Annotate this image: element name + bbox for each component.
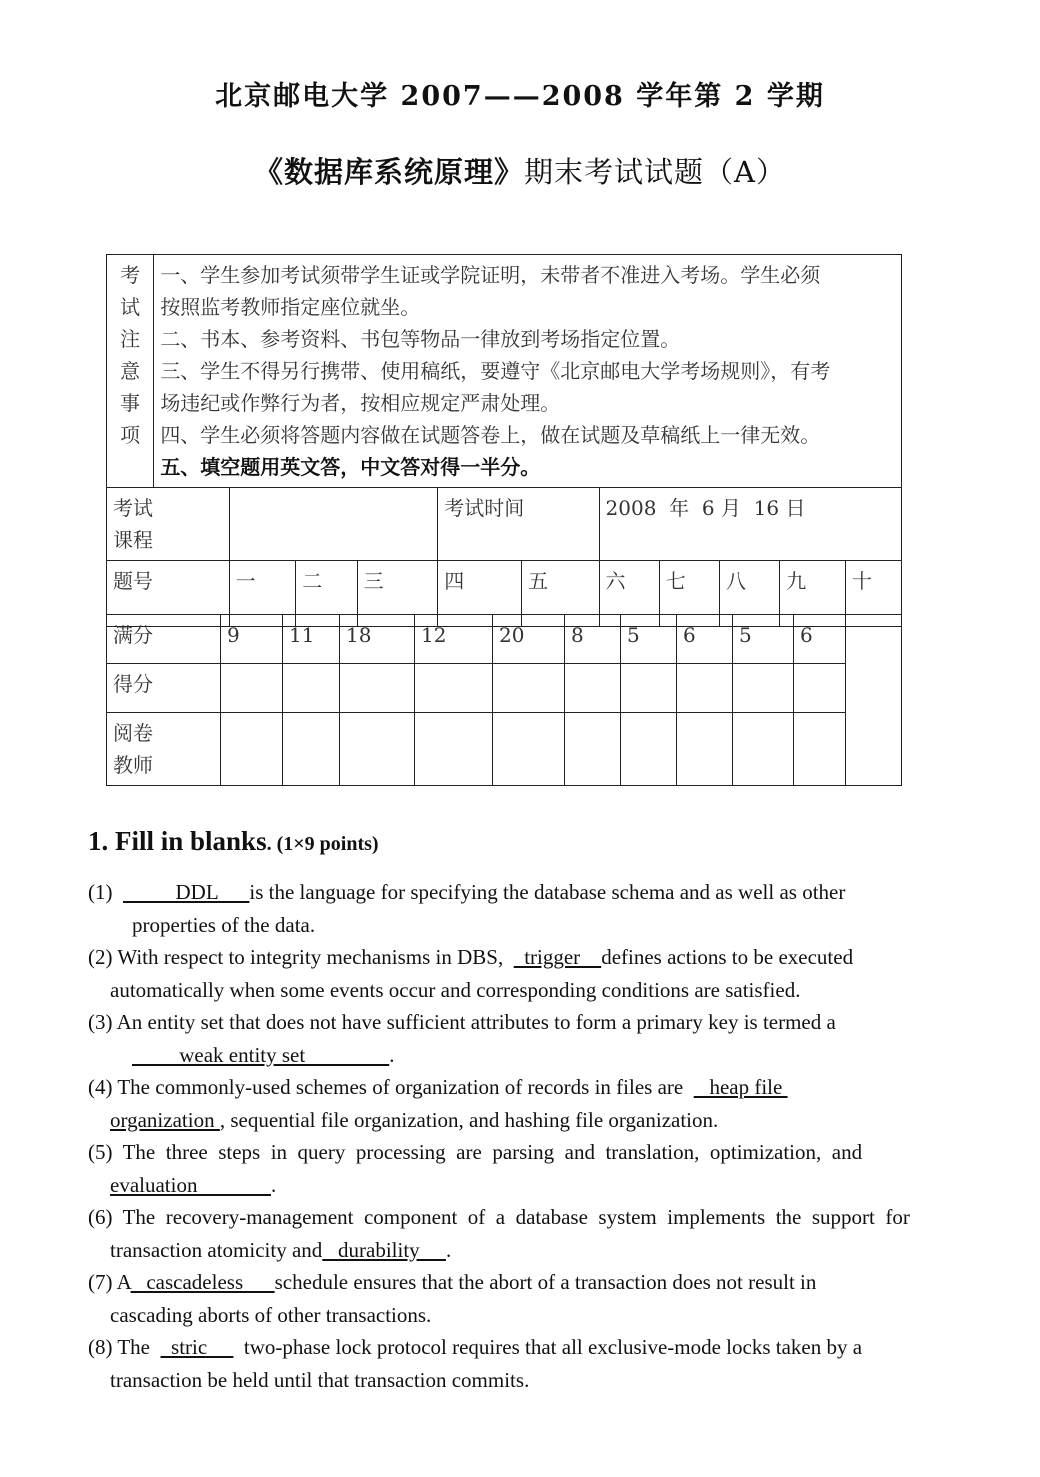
question-label: 题号 xyxy=(107,561,230,627)
notice-bold-line: 五、填空题用英文答，中文答对得一半分。 xyxy=(160,455,541,479)
score-blank[interactable] xyxy=(621,664,677,713)
grader-blank[interactable] xyxy=(415,713,493,786)
course-name: 《数据库系统原理》 xyxy=(254,155,525,189)
full-score-cell: 6 xyxy=(794,615,846,664)
full-score-cell: 20 xyxy=(493,615,565,664)
got-score-row xyxy=(107,664,902,713)
answer-blank: durability xyxy=(322,1237,446,1262)
question-5: (5) The three steps in query processing are parsing and translation, optimization, and evaluation . xyxy=(88,1140,863,1197)
answer-blank: trigger xyxy=(513,945,602,969)
answer-blank: stric xyxy=(160,1335,234,1359)
grader-blank[interactable] xyxy=(565,713,621,786)
exam-info-table xyxy=(106,254,902,627)
question-cell: 七 xyxy=(659,561,719,627)
full-score-cell: 8 xyxy=(565,615,621,664)
course-time-row xyxy=(107,488,902,561)
course-value xyxy=(229,488,438,561)
question-4: (4) The commonly-used schemes of organization of records in files are heap file organization , sequential file organization, and hashing file organization. xyxy=(88,1075,788,1132)
notice-line: 二、书本、参考资料、书包等物品一律放到考场指定位置。 xyxy=(160,327,681,351)
answer-blank: heap file xyxy=(693,1075,788,1099)
notice-line: 场违纪或作弊行为者，按相应规定严肃处理。 xyxy=(160,391,561,415)
course-label: 考试课程 xyxy=(107,488,230,561)
total-score-cell xyxy=(846,615,902,786)
question-6: (6) The recovery-management component of a database system implements the support for transaction atomicity and durability . xyxy=(88,1205,910,1262)
section-heading: 1. Fill in blanks. (1×9 points) xyxy=(88,826,379,856)
score-table xyxy=(106,614,902,786)
score-blank[interactable] xyxy=(677,664,733,713)
grader-row xyxy=(107,713,902,786)
grader-label: 阅卷教师 xyxy=(107,713,221,786)
notice-line: 四、学生必须将答题内容做在试题答卷上，做在试题及草稿纸上一律无效。 xyxy=(160,423,821,447)
question-cell: 一 xyxy=(229,561,296,627)
answer-blank: organization xyxy=(110,1107,220,1132)
question-8: (8) The stric two-phase lock protocol requires that all exclusive-mode locks taken by a transaction be held until that transaction commits. xyxy=(88,1335,863,1392)
question-cell: 八 xyxy=(719,561,779,627)
full-score-cell: 11 xyxy=(283,615,340,664)
score-blank[interactable] xyxy=(565,664,621,713)
score-blank[interactable] xyxy=(733,664,794,713)
question-3: (3) An entity set that does not have sufficient attributes to form a primary key is termed a weak entity set . xyxy=(88,1010,836,1067)
question-1: (1) DDL is the language for specifying the database schema and as well as other properties of the data. xyxy=(88,880,846,937)
grader-blank[interactable] xyxy=(621,713,677,786)
grader-blank[interactable] xyxy=(794,713,846,786)
notice-label: 考 试 注 意 事 项 xyxy=(107,255,154,488)
grader-blank[interactable] xyxy=(733,713,794,786)
score-blank[interactable] xyxy=(221,664,283,713)
grader-blank[interactable] xyxy=(493,713,565,786)
answer-blank: weak entity set xyxy=(132,1042,390,1067)
time-label: 考试时间 xyxy=(438,488,599,561)
question-cell: 二 xyxy=(296,561,357,627)
full-score-cell: 5 xyxy=(621,615,677,664)
notice-text xyxy=(154,255,902,488)
question-cell: 五 xyxy=(522,561,599,627)
fill-in-blanks-list xyxy=(88,876,920,1396)
score-blank[interactable] xyxy=(283,664,340,713)
got-score-label: 得分 xyxy=(107,664,221,713)
question-cell: 三 xyxy=(357,561,438,627)
full-score-label: 满分 xyxy=(107,615,221,664)
full-score-cell: 5 xyxy=(733,615,794,664)
grader-blank[interactable] xyxy=(677,713,733,786)
question-cell: 四 xyxy=(438,561,522,627)
full-score-cell: 6 xyxy=(677,615,733,664)
score-blank[interactable] xyxy=(340,664,415,713)
full-score-cell: 18 xyxy=(340,615,415,664)
notice-line: 三、学生不得另行携带、使用稿纸，要遵守《北京邮电大学考场规则》，有考 xyxy=(160,359,831,383)
answer-blank: evaluation xyxy=(110,1172,271,1197)
question-cell: 十 xyxy=(845,561,901,627)
notice-line: 一、学生参加考试须带学生证或学院证明，未带者不准进入考场。学生必须 xyxy=(160,263,821,287)
question-cell: 九 xyxy=(780,561,846,627)
full-score-cell: 12 xyxy=(415,615,493,664)
score-blank[interactable] xyxy=(794,664,846,713)
full-score-row xyxy=(107,615,902,664)
exam-course-title xyxy=(0,150,1040,191)
grader-blank[interactable] xyxy=(283,713,340,786)
notice-line: 按照监考教师指定座位就坐。 xyxy=(160,295,421,319)
time-value: 2008 年 6 月 16 日 xyxy=(599,488,901,561)
grader-blank[interactable] xyxy=(221,713,283,786)
question-2: (2) With respect to integrity mechanisms in DBS, trigger defines actions to be executed automatically when some events occur and corresponding conditions are satisfied. xyxy=(88,945,854,1002)
score-blank[interactable] xyxy=(493,664,565,713)
notice-row xyxy=(107,255,902,488)
section-points: . (1×9 points) xyxy=(266,833,379,855)
exam-university-title: 北京邮电大学 2007——2008 学年第 2 学期 xyxy=(215,81,825,112)
score-blank[interactable] xyxy=(415,664,493,713)
grader-blank[interactable] xyxy=(340,713,415,786)
answer-blank: cascadeless xyxy=(130,1270,275,1294)
question-7: (7) A cascadeless schedule ensures that the abort of a transaction does not result in cascading aborts of other transactions. xyxy=(88,1270,817,1327)
answer-blank: DDL xyxy=(123,880,250,904)
question-cell: 六 xyxy=(599,561,659,627)
full-score-cell: 9 xyxy=(221,615,283,664)
exam-type: 期末考试试题（A） xyxy=(524,155,786,189)
